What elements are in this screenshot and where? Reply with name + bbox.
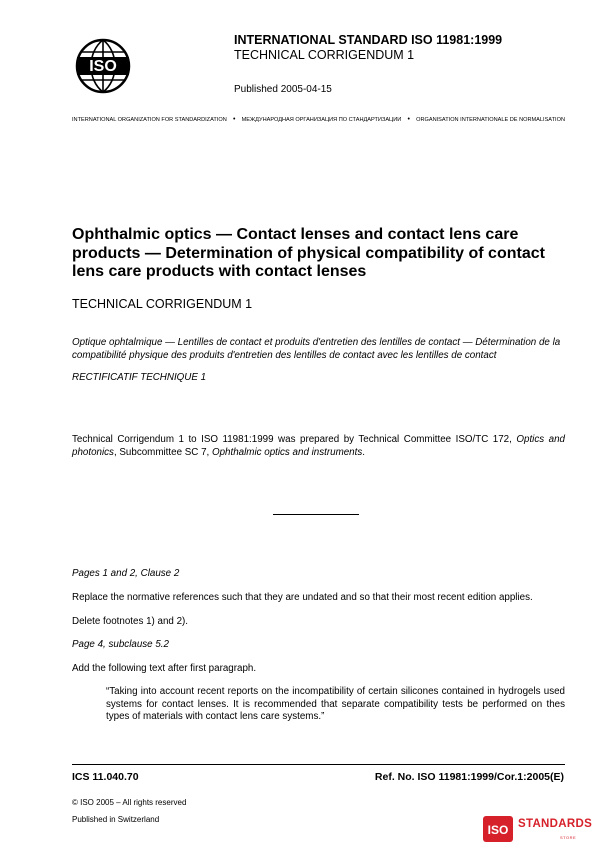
committee-name: Optics and photonics [72,434,565,458]
section1-heading: Pages 1 and 2, Clause 2 [72,568,180,579]
ics-code: ICS 11.040.70 [72,771,139,783]
organization-line [72,116,565,123]
iso-store-logo [483,816,513,842]
standard-title: INTERNATIONAL STANDARD ISO 11981:1999 [234,33,503,47]
corrigendum-label: TECHNICAL CORRIGENDUM 1 [234,48,415,62]
copyright: © ISO 2005 – All rights reserved [72,798,187,807]
iso-store-logo-text: ISO [487,823,509,837]
iso-logo-text: ISO [89,58,117,75]
footer-rule [72,764,565,765]
section1-text: Replace the normative references such that they are undated and so that their most recent edition applies. [72,592,533,603]
standards-store-text: STANDARDS [518,818,593,830]
bullet-separator: • [407,116,410,123]
published-in: Published in Switzerland [72,815,160,824]
section-divider [273,514,359,515]
org-french: ORGANISATION INTERNATIONALE DE NORMALISATION [416,116,565,123]
org-english: INTERNATIONAL ORGANIZATION FOR STANDARDIZATION [72,116,227,123]
french-title: Optique ophtalmique — Lentilles de contact et produits d'entretien des lentilles de contact — Détermination de la compatibilité physique des produits d'entretien des lentilles de contact avec les lentilles de contact [72,337,561,361]
store-label: STORE [560,835,577,840]
section2-text: Add the following text after first paragraph. [72,663,257,674]
published-date: Published 2005-04-15 [234,84,332,95]
section1-delete: Delete footnotes 1) and 2). [72,616,189,627]
bullet-separator: • [232,116,236,123]
iso-logo [75,38,131,94]
quoted-text: “Taking into account recent reports on the incompatibility of certain silicones contained in hydrogels used systems for contact lenses. It is recommended that separate compatibility tests be performed on thes types of materials with contact lens care systems.” [106,686,565,722]
subcommittee-name: Ophthalmic optics and instruments [211,447,363,458]
document-title: Ophthalmic optics — Contact lenses and contact lens care products — Determination of physical compatibility of contact lens care products with contact lenses [72,226,545,280]
section2-heading: Page 4, subclause 5.2 [72,639,169,650]
french-corrigendum-label: RECTIFICATIF TECHNIQUE 1 [72,372,207,383]
technical-corrigendum-label: TECHNICAL CORRIGENDUM 1 [72,297,253,311]
org-russian: МЕЖДУНАРОДНАЯ ОРГАНИЗАЦИЯ ПО СТАНДАРТИЗАЦИИ [241,116,402,123]
reference-number: Ref. No. ISO 11981:1999/Cor.1:2005(E) [374,771,564,783]
preparation-statement: Technical Corrigendum 1 to ISO 11981:1999 was prepared by Technical Committee ISO/TC 172, Optics and photonics, Subcommittee SC 7, Ophthalmic optics and instruments. [72,434,565,458]
